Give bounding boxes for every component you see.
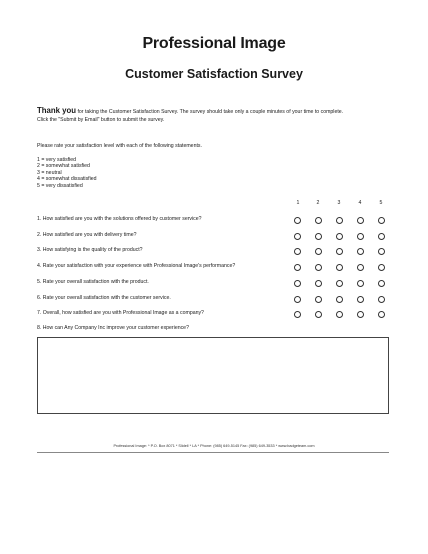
- rating-radio-q6-1[interactable]: [294, 296, 301, 303]
- rating-radio-q5-5[interactable]: [378, 280, 385, 287]
- rating-radio-q5-4[interactable]: [357, 280, 364, 287]
- rating-radio-q7-5[interactable]: [378, 311, 385, 318]
- footer-divider: [37, 452, 389, 453]
- scale-item: 2 = somewhat satisfied: [37, 163, 90, 170]
- column-header-2: 2: [316, 200, 320, 206]
- question-7: 7. Overall, how satisfied are you with Professional Image as a company?: [37, 310, 204, 316]
- rating-radio-q1-3[interactable]: [336, 217, 343, 224]
- rating-radio-q1-2[interactable]: [315, 217, 322, 224]
- rating-radio-q7-3[interactable]: [336, 311, 343, 318]
- rating-radio-q3-2[interactable]: [315, 248, 322, 255]
- rating-radio-q3-4[interactable]: [357, 248, 364, 255]
- rating-radio-q2-5[interactable]: [378, 233, 385, 240]
- page-subtitle: Customer Satisfaction Survey: [125, 67, 303, 81]
- column-header-1: 1: [296, 200, 300, 206]
- footer-contact: Professional Image: * P.O. Box 8071 * Slidell * LA * Phone: (985) 649-5145 Fax: (985) 649-3533 * www.badgeteam.com: [113, 444, 315, 448]
- scale-item: 3 = neutral: [37, 169, 62, 176]
- rating-radio-q4-5[interactable]: [378, 264, 385, 271]
- rating-radio-q5-1[interactable]: [294, 280, 301, 287]
- thank-you-label: Thank you: [37, 106, 76, 115]
- rating-radio-q3-1[interactable]: [294, 248, 301, 255]
- rating-radio-q3-5[interactable]: [378, 248, 385, 255]
- question-3: 3. How satisfying is the quality of the product?: [37, 247, 143, 253]
- rating-radio-q6-4[interactable]: [357, 296, 364, 303]
- rating-radio-q3-3[interactable]: [336, 248, 343, 255]
- rating-radio-q6-5[interactable]: [378, 296, 385, 303]
- rating-radio-q7-2[interactable]: [315, 311, 322, 318]
- intro-line-1: for taking the Customer Satisfaction Survey. The survey should take only a couple minutes of your time to complete.: [77, 109, 344, 115]
- improvement-answer-field[interactable]: [37, 337, 389, 414]
- question-4: 4. Rate your satisfaction with your experience with Professional Image's performance?: [37, 263, 236, 269]
- column-header-5: 5: [379, 200, 383, 206]
- rating-radio-q7-4[interactable]: [357, 311, 364, 318]
- rating-radio-q4-4[interactable]: [357, 264, 364, 271]
- rating-radio-q6-2[interactable]: [315, 296, 322, 303]
- column-header-4: 4: [358, 200, 362, 206]
- question-8: 8. How can Any Company Inc improve your customer experience?: [37, 325, 189, 331]
- rating-radio-q1-4[interactable]: [357, 217, 364, 224]
- question-6: 6. Rate your overall satisfaction with the customer service.: [37, 295, 171, 301]
- rating-radio-q5-2[interactable]: [315, 280, 322, 287]
- rating-radio-q4-2[interactable]: [315, 264, 322, 271]
- scale-item: 5 = very dissatisfied: [37, 182, 83, 189]
- intro-line-2: Click the "Submit by Email" button to submit the survey.: [37, 116, 165, 123]
- rating-radio-q4-1[interactable]: [294, 264, 301, 271]
- page-title: Professional Image: [142, 35, 286, 52]
- rating-radio-q2-4[interactable]: [357, 233, 364, 240]
- question-1: 1. How satisfied are you with the solutions offered by customer service?: [37, 216, 202, 222]
- rating-radio-q7-1[interactable]: [294, 311, 301, 318]
- rating-radio-q2-1[interactable]: [294, 233, 301, 240]
- rating-radio-q2-2[interactable]: [315, 233, 322, 240]
- column-header-3: 3: [337, 200, 341, 206]
- instructions: Please rate your satisfaction level with each of the following statements.: [37, 143, 202, 149]
- scale-item: 4 = somewhat dissatisfied: [37, 176, 97, 183]
- question-2: 2. How satisfied are you with delivery time?: [37, 232, 137, 238]
- rating-scale: [37, 157, 97, 189]
- rating-radio-q1-1[interactable]: [294, 217, 301, 224]
- rating-radio-q5-3[interactable]: [336, 280, 343, 287]
- scale-item: 1 = very satisfied: [37, 157, 77, 163]
- question-5: 5. Rate your overall satisfaction with the product.: [37, 279, 149, 285]
- rating-radio-q2-3[interactable]: [336, 233, 343, 240]
- rating-radio-q6-3[interactable]: [336, 296, 343, 303]
- rating-radio-q1-5[interactable]: [378, 217, 385, 224]
- rating-radio-q4-3[interactable]: [336, 264, 343, 271]
- intro-text: [37, 107, 397, 124]
